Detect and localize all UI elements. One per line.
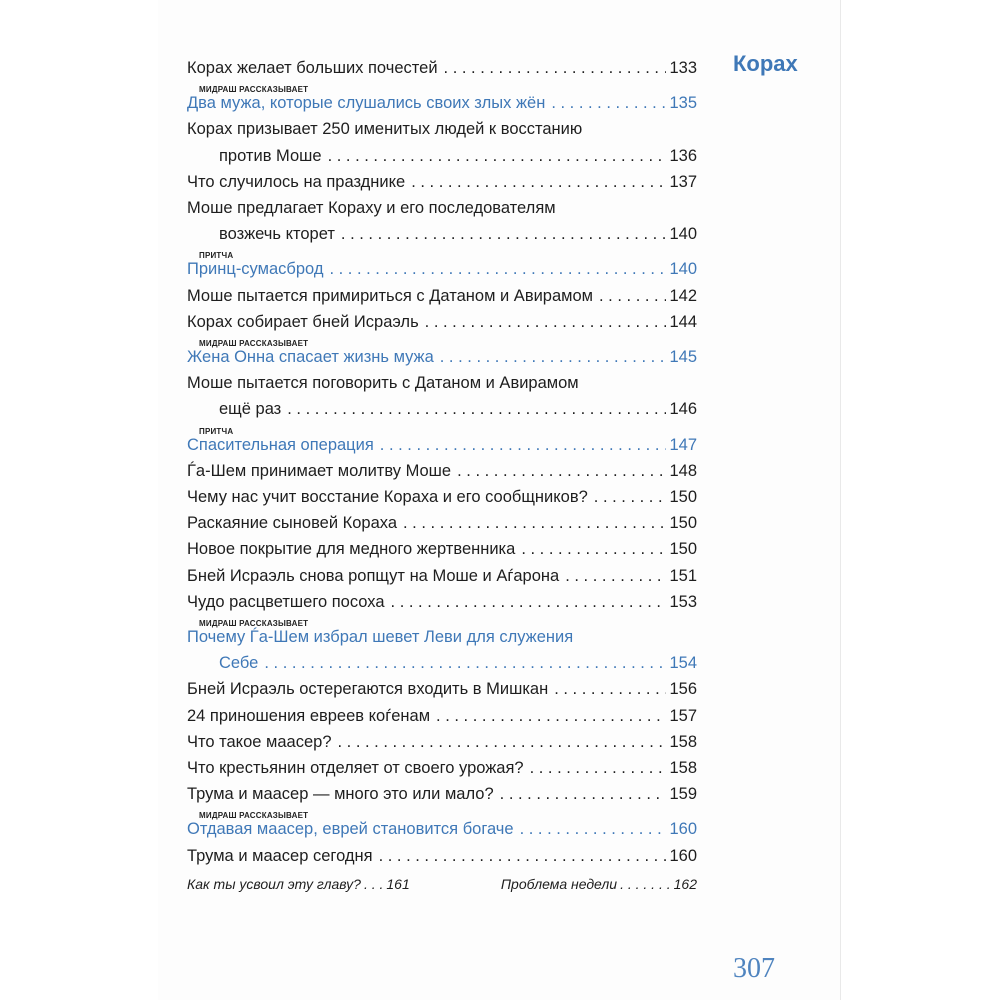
toc-entry[interactable]: [187, 256, 697, 282]
dot-leader: [264, 650, 666, 676]
entry-title: 24 приношения евреев коѓенам: [187, 706, 431, 725]
review-entry[interactable]: [187, 871, 410, 897]
toc-entry[interactable]: [187, 729, 697, 755]
entry-page-number: 154: [669, 654, 697, 673]
dot-leader: [599, 283, 666, 309]
dot-leader: [425, 309, 667, 335]
toc-entry[interactable]: [187, 816, 697, 842]
toc-entry[interactable]: [187, 90, 697, 116]
entry-page-number: 153: [669, 592, 697, 611]
entry-page-number: 150: [669, 540, 697, 559]
dot-leader: [436, 703, 666, 729]
entry-title: Бней Исраэль снова ропщут на Моше и Аѓарона: [187, 566, 560, 585]
entry-tag: МИДРАШ РАССКАЗЫВАЕТ: [199, 339, 309, 349]
toc-entry[interactable]: [187, 781, 697, 807]
entry-title: Бней Исраэль остерегаются входить в Мишкан: [187, 680, 549, 699]
entry-title: Что случилось на празднике: [187, 172, 406, 191]
problem-title: Проблема недели: [500, 875, 618, 892]
entry-title-first-line: Моше предлагает Кораху и его последователям: [187, 199, 556, 218]
dot-leader: [341, 221, 667, 247]
entry-page-number: 150: [669, 488, 697, 507]
dot-leader: [329, 256, 666, 282]
entry-page-number: 157: [669, 706, 697, 725]
dot-leader: [554, 676, 666, 702]
dot-leader: [565, 563, 666, 589]
entry-page-number: 140: [669, 225, 697, 244]
entry-title: Трума и маасер сегодня: [187, 846, 373, 865]
entry-page-number: 160: [669, 846, 697, 865]
dot-leader: [551, 90, 666, 116]
toc-entry[interactable]: [187, 432, 697, 458]
toc-entry[interactable]: [187, 458, 697, 484]
entry-page-number: 136: [669, 146, 697, 165]
entry-page-number: 148: [669, 461, 697, 480]
toc-entry[interactable]: [187, 703, 697, 729]
dot-leader: [328, 143, 667, 169]
entry-title: Принц-сумасброд: [187, 260, 324, 279]
entry-title: Корах желает больших почестей: [187, 59, 438, 77]
entry-page-number: 151: [669, 566, 697, 585]
toc-entry[interactable]: [187, 843, 697, 869]
dot-leader: [500, 781, 667, 807]
toc-entry[interactable]: [187, 650, 697, 676]
entry-title-first-line: Почему Ѓа-Шем избрал шевет Леви для служения: [187, 628, 574, 647]
toc-entry[interactable]: [187, 55, 697, 81]
entry-tag: МИДРАШ РАССКАЗЫВАЕТ: [199, 85, 309, 95]
entry-page-number: 144: [669, 312, 697, 331]
toc-footer: [187, 871, 697, 897]
entry-title: Ѓа-Шем принимает молитву Моше: [187, 461, 452, 480]
dot-leader: [594, 484, 667, 510]
entry-tag: ПРИТЧА: [199, 426, 234, 436]
dot-leader: [380, 432, 667, 458]
page-number: 307: [733, 953, 775, 984]
toc-entry[interactable]: [187, 536, 697, 562]
dot-leader: . . .: [363, 875, 384, 892]
entry-page-number: 160: [669, 820, 697, 839]
review-page: 161: [386, 875, 410, 892]
toc-entry[interactable]: [187, 344, 697, 370]
entry-title: Два мужа, которые слушались своих злых жён: [187, 94, 546, 113]
entry-page-number: 156: [669, 680, 697, 699]
entry-title: Что крестьянин отделяет от своего урожая?: [187, 759, 524, 778]
entry-page-number: 150: [669, 514, 697, 533]
entry-tag: МИДРАШ РАССКАЗЫВАЕТ: [199, 619, 309, 629]
entry-title: против Моше: [219, 146, 322, 165]
entry-page-number: 159: [669, 785, 697, 804]
entry-title: Что такое маасер?: [187, 732, 332, 751]
toc-entry[interactable]: [187, 309, 697, 335]
entry-title: Моше пытается примириться с Датаном и Авирамом: [187, 286, 594, 305]
toc-entry[interactable]: [187, 676, 697, 702]
entry-title: Корах собирает бней Исраэль: [187, 312, 419, 331]
dot-leader: [440, 344, 667, 370]
dot-leader: [457, 458, 666, 484]
entry-title: Спасительная операция: [187, 435, 374, 454]
entry-title: Чему нас учит восстание Кораха и его сообщников?: [187, 488, 588, 507]
dot-leader: [521, 536, 666, 562]
dot-leader: [411, 169, 666, 195]
entry-title: Трума и маасер — много это или мало?: [187, 785, 494, 804]
problem-page: 162: [673, 875, 697, 892]
chapter-title: Корах: [733, 51, 798, 76]
toc-entry[interactable]: [187, 396, 697, 422]
entry-title: ещё раз: [219, 400, 282, 419]
dot-leader: . . . . . . .: [620, 875, 671, 892]
dot-leader: [338, 729, 667, 755]
toc-entry[interactable]: [187, 283, 697, 309]
dot-leader: [287, 396, 666, 422]
entry-page-number: 158: [669, 759, 697, 778]
problem-entry[interactable]: [501, 871, 697, 897]
dot-leader: [444, 55, 667, 81]
toc-entry[interactable]: [187, 755, 697, 781]
entry-title: Чудо расцветшего посоха: [187, 592, 385, 611]
toc-entry[interactable]: [187, 143, 697, 169]
entry-title-first-line: Корах призывает 250 именитых людей к восстанию: [187, 120, 583, 139]
entry-page-number: 137: [669, 172, 697, 191]
entry-title: Раскаяние сыновей Кораха: [187, 514, 398, 533]
toc-entry[interactable]: [187, 484, 697, 510]
entry-page-number: 147: [669, 435, 697, 454]
entry-title: возжечь кторет: [219, 225, 335, 244]
entry-title: Жена Онна спасает жизнь мужа: [187, 348, 434, 367]
entry-page-number: 140: [669, 260, 697, 279]
review-title: Как ты усвоил эту главу?: [187, 875, 361, 892]
dot-leader: [379, 843, 667, 869]
dot-leader: [520, 816, 667, 842]
entry-page-number: 142: [669, 286, 697, 305]
toc-entry[interactable]: [187, 169, 697, 195]
toc-entry[interactable]: [187, 589, 697, 615]
entry-page-number: 135: [669, 94, 697, 113]
toc-entry[interactable]: [187, 510, 697, 536]
dot-leader: [391, 589, 667, 615]
entry-tag: ПРИТЧА: [199, 251, 234, 261]
entry-tag: МИДРАШ РАССКАЗЫВАЕТ: [199, 811, 309, 821]
entry-page-number: 158: [669, 732, 697, 751]
toc-entry[interactable]: [187, 563, 697, 589]
entry-page-number: 146: [669, 400, 697, 419]
entry-title: Себе: [219, 654, 259, 673]
dot-leader: [530, 755, 667, 781]
entry-page-number: 133: [669, 59, 697, 77]
entry-title: Новое покрытие для медного жертвенника: [187, 540, 516, 559]
toc-entry[interactable]: [187, 221, 697, 247]
entry-title-first-line: Моше пытается поговорить с Датаном и Авирамом: [187, 374, 579, 393]
entry-page-number: 145: [669, 348, 697, 367]
table-of-contents: [187, 55, 697, 897]
entry-title: Отдавая маасер, еврей становится богаче: [187, 820, 514, 839]
dot-leader: [403, 510, 666, 536]
